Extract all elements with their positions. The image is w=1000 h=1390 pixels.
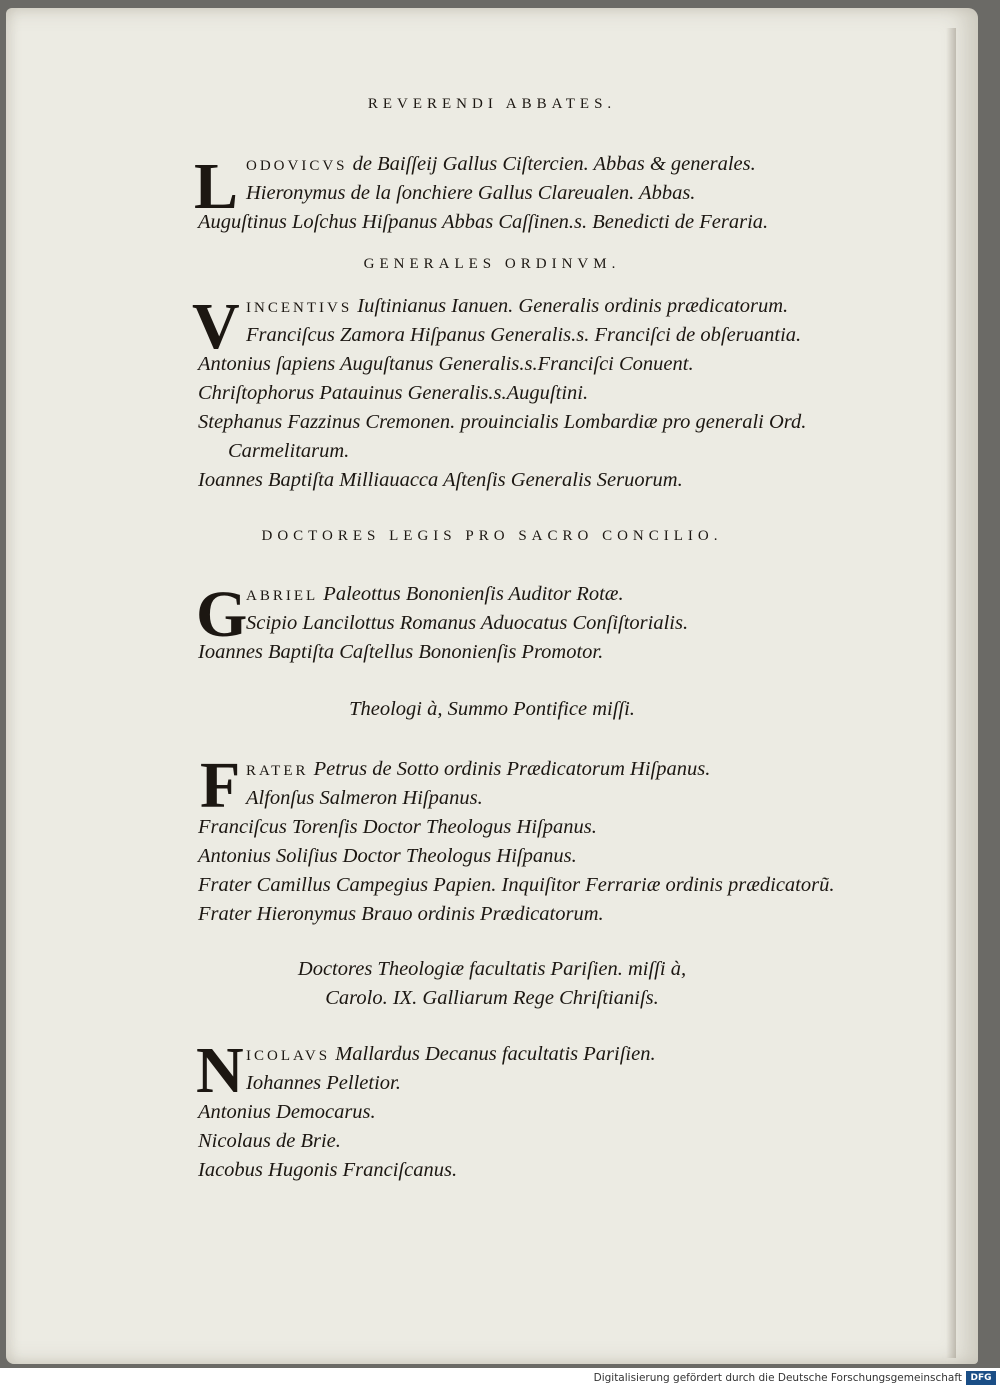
text-line: Ioannes Baptiſta Caſtellus Bononienſis Promotor. bbox=[198, 641, 604, 663]
text-line: Franciſcus Torenſis Doctor Theologus Hiſpanus. bbox=[198, 816, 597, 838]
footer-credit: Digitalisierung gefördert durch die Deutsche Forschungsgemeinschaft bbox=[593, 1372, 962, 1384]
footer-bar bbox=[0, 1368, 1000, 1390]
text-line: Alfonſus Salmeron Hiſpanus. bbox=[246, 787, 483, 809]
text-line: Nicolaus de Brie. bbox=[198, 1130, 341, 1152]
page-edge-shadow bbox=[946, 28, 956, 1358]
line-text: de Baiſſeij Gallus Ciſtercien. Abbas & generales. bbox=[352, 153, 756, 175]
line-text: Paleottus Bononienſis Auditor Rotæ. bbox=[323, 583, 624, 605]
line-text: Iuſtinianus Ianuen. Generalis ordinis prædicatorum. bbox=[357, 295, 789, 317]
drop-cap-v: V bbox=[192, 290, 240, 363]
text-line: Iacobus Hugonis Franciſcanus. bbox=[198, 1159, 458, 1181]
section-heading-parisien-2: Carolo. IX. Galliarum Rege Chriſtianiſs. bbox=[325, 987, 659, 1009]
section-heading-parisien-1: Doctores Theologiæ facultatis Pariſien. miſſi à, bbox=[297, 958, 687, 980]
small-caps-word: RATER bbox=[246, 763, 309, 779]
drop-cap-n: N bbox=[196, 1034, 244, 1107]
text-line: Iohannes Pelletior. bbox=[246, 1072, 401, 1094]
drop-cap-g: G bbox=[196, 578, 248, 651]
line-text: Petrus de Sotto ordinis Prædicatorum Hiſpanus. bbox=[313, 758, 711, 780]
section-heading-abbates: REVERENDI ABBATES. bbox=[367, 96, 617, 112]
text-line bbox=[246, 583, 624, 606]
small-caps-word: ODOVICVS bbox=[246, 158, 348, 174]
text-line bbox=[246, 295, 788, 318]
small-caps-word: INCENTIVS bbox=[246, 300, 353, 316]
text-line: Auguſtinus Loſchus Hiſpanus Abbas Caſſinen.s. Benedicti de Feraria. bbox=[198, 211, 769, 233]
small-caps-word: ICOLAVS bbox=[246, 1048, 331, 1064]
text-line bbox=[246, 1043, 656, 1066]
section-heading-generales: GENERALES ORDINVM. bbox=[363, 256, 621, 272]
text-line: Ioannes Baptiſta Milliauacca Aſtenſis Generalis Seruorum. bbox=[198, 469, 683, 491]
line-text: Mallardus Decanus facultatis Pariſien. bbox=[335, 1043, 656, 1065]
text-line: Hieronymus de la ſonchiere Gallus Clareualen. Abbas. bbox=[246, 182, 696, 204]
text-line: Franciſcus Zamora Hiſpanus Generalis.s. Franciſci de obſeruantia. bbox=[246, 324, 802, 346]
section-heading-theologi: Theologi à, Summo Pontifice miſſi. bbox=[349, 698, 635, 720]
text-line: Chriſtophorus Patauinus Generalis.s.Auguſtini. bbox=[198, 382, 589, 404]
text-line: Frater Hieronymus Brauo ordinis Prædicatorum. bbox=[198, 903, 604, 925]
text-line: Antonius Soliſius Doctor Theologus Hiſpanus. bbox=[198, 845, 577, 867]
small-caps-word: ABRIEL bbox=[246, 588, 319, 604]
dfg-logo-icon: DFG bbox=[966, 1371, 996, 1385]
text-line: Antonius ſapiens Auguſtanus Generalis.s.Franciſci Conuent. bbox=[198, 353, 694, 375]
text-line: Stephanus Fazzinus Cremonen. prouincialis Lombardiæ pro generali Ord. bbox=[198, 411, 807, 433]
text-line: Antonius Democarus. bbox=[198, 1101, 376, 1123]
text-line bbox=[246, 758, 710, 781]
book-page bbox=[6, 8, 978, 1364]
text-line bbox=[246, 153, 756, 176]
text-line: Carmelitarum. bbox=[228, 440, 350, 462]
section-heading-doctores-legis: DOCTORES LEGIS PRO SACRO CONCILIO. bbox=[261, 528, 723, 544]
text-line: Frater Camillus Campegius Papien. Inquiſitor Ferrariæ ordinis prædicatorũ. bbox=[198, 874, 835, 896]
drop-cap-f: F bbox=[200, 749, 241, 822]
text-line: Scipio Lancilottus Romanus Aduocatus Conſiſtorialis. bbox=[246, 612, 689, 634]
drop-cap-l: L bbox=[194, 150, 239, 223]
